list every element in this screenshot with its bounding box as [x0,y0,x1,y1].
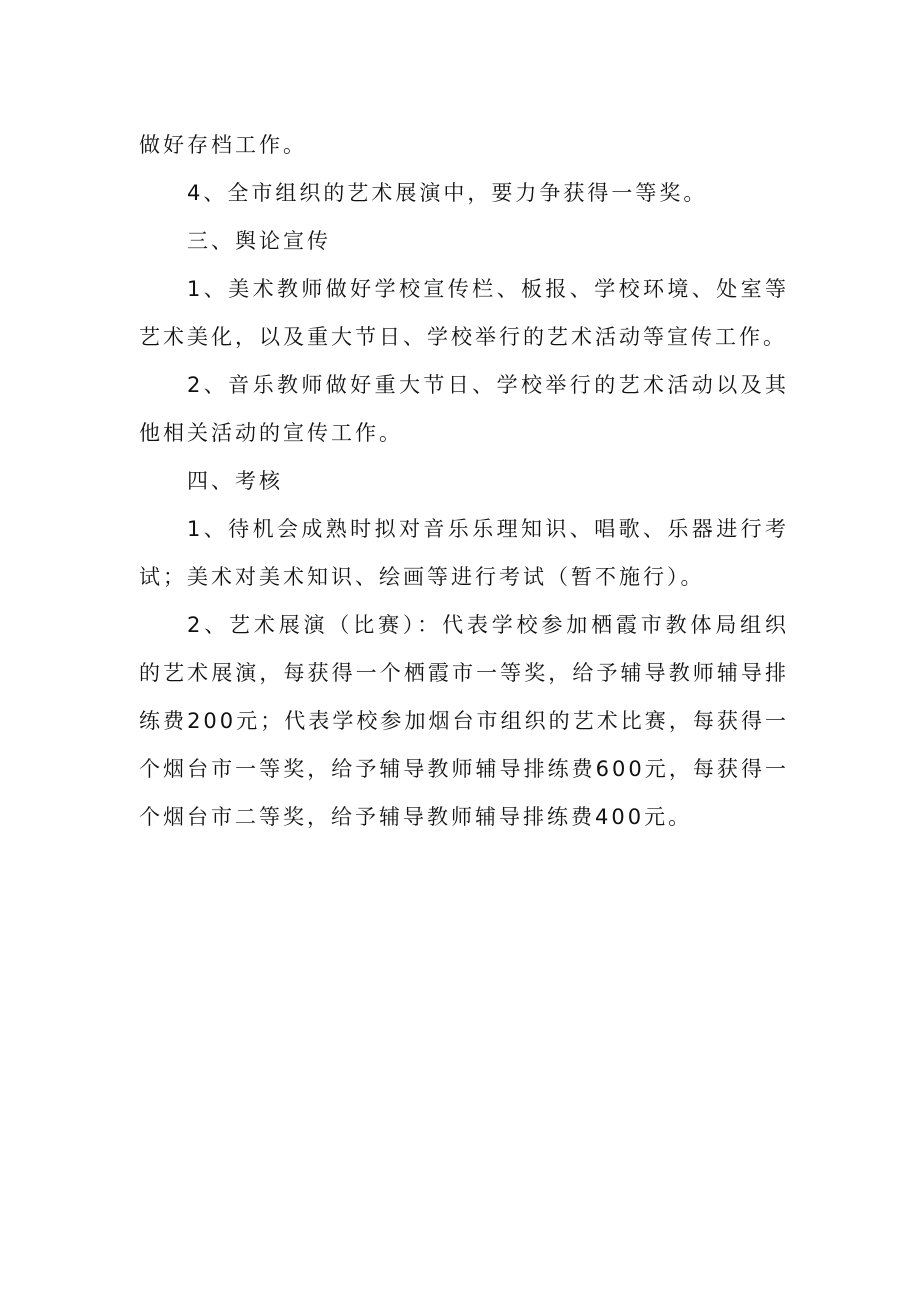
paragraph-continuation: 做好存档工作。 [139,133,307,157]
paragraph-assessment-item-2: 2、艺术展演（比赛）：代表学校参加栖霞市教体局组织的艺术展演，每获得一个栖霞市一等奖，给予辅导教师辅导排练费200元；代表学校参加烟台市组织的艺术比赛，每获得一个烟台市一等奖，给予辅导教师辅导排练费600元，每获得一个烟台市二等奖，给予辅导教师辅导排练费400元。 [139,613,789,829]
paragraph-publicity-item-2: 2、音乐教师做好重大节日、学校举行的艺术活动以及其他相关活动的宣传工作。 [139,373,789,445]
paragraph-publicity-item-1: 1、美术教师做好学校宣传栏、板报、学校环境、处室等艺术美化，以及重大节日、学校举行的艺术活动等宣传工作。 [139,277,789,349]
paragraph-item-4: 4、全市组织的艺术展演中，要力争获得一等奖。 [187,181,708,205]
document-body [139,121,789,841]
section-heading-assessment: 四、考核 [187,469,283,493]
section-heading-publicity: 三、舆论宣传 [187,229,331,253]
paragraph-assessment-item-1: 1、待机会成熟时拟对音乐乐理知识、唱歌、乐器进行考试；美术对美术知识、绘画等进行考试（暂不施行）。 [139,517,789,589]
